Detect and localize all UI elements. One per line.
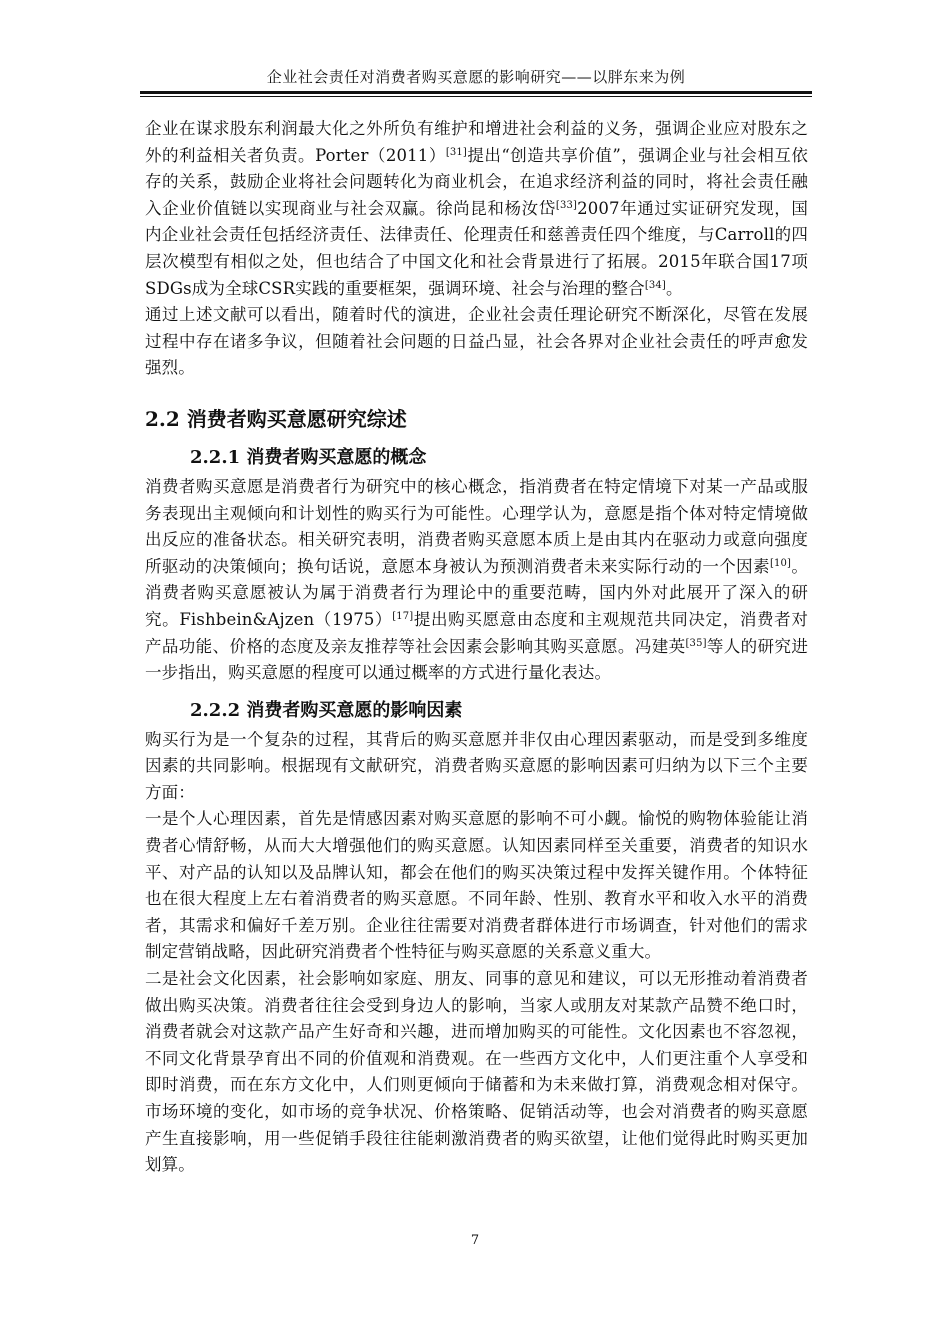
citation-ref: [33] [555,199,578,211]
text-run: 提出购买愿意由态度和主观规范共同决定，消费者对产品功能、价格的态度及亲友推荐等社会因素会影响其购买意愿。冯建英 [145,609,808,656]
intro-paragraph-2: 通过上述文献可以看出，随着时代的演进，企业社会责任理论研究不断深化，尽管在发展过程中存在诸多争议，但随着社会问题的日益凸显，社会各界对企业社会责任的呼声愈发强烈。 [145,305,808,378]
psychological-factors-paragraph: 一是个人心理因素，首先是情感因素对购买意愿的影响不可小觑。愉悦的购物体验能让消费者心情舒畅，从而大大增强他们的购买意愿。认知因素同样至关重要，消费者的知识水平、对产品的认知以及品牌认知，都会在他们的购买决策过程中发挥关键作用。个体特征也在很大程度上左右着消费者的购买意愿。不同年龄、性别、教育水平和收入水平的消费者，其需求和偏好千差万别。企业往往需要对消费者群体进行市场调查，针对他们的需求制定营销战略，因此研究消费者个性特征与购买意愿的关系意义重大。 [145,809,808,962]
text-run: 。 [665,278,683,298]
text-run: 消费者购买意愿是消费者行为研究中的核心概念，指消费者在特定情境下对某一产品或服务表现出主观倾向和计划性的购买行为可能性。心理学认为，意愿是指个体对特定情境做出反应的准备状态。相关研究表明，消费者购买意愿本质上是由其内在驱动力或意向强度所驱动的决策倾向；换句话说，意愿本身被认为预测消费者未来实际行动的一个因素 [145,476,808,576]
subsection-heading-2-2-2: 2.2.2 消费者购买意愿的影响因素 [190,699,463,721]
citation-ref: [34] [644,279,666,291]
text-run: 2007年通过实证研究发现，国内企业社会责任包括经济责任、法律责任、伦理责任和慈善责任四个维度，与Carroll的四层次模型有相似之处，但也结合了中国文化和社会背景进行了拓展。2015年联合国17项SDGs成为全球CSR实践的重要框架，强调环境、社会与治理的整合 [145,198,808,298]
page-body [145,116,808,1179]
intro-paragraph-1 [145,116,808,302]
factors-intro-paragraph: 购买行为是一个复杂的过程，其背后的购买意愿并非仅由心理因素驱动，而是受到多维度因素的共同影响。根据现有文献研究，消费者购买意愿的影响因素可归纳为以下三个主要方面： [145,729,808,802]
citation-ref: [31] [445,146,467,158]
citation-ref: [35] [685,637,707,649]
subsection-heading-2-2-1: 2.2.1 消费者购买意愿的概念 [190,446,427,468]
running-header: 企业社会责任对消费者购买意愿的影响研究——以胖东来为例 [266,68,686,86]
text-run: 等人的研究进一步指出，购买意愿的程度可以通过概率的方式进行量化表达。 [145,636,808,683]
header-rule-thick [140,91,812,94]
citation-ref: [17] [392,610,414,622]
page-number: 7 [470,1233,480,1248]
text-run: 企业在谋求股东利润最大化之外所负有维护和增进社会利益的义务，强调企业应对股东之外的利益相关者负责。Porter（2011） [145,119,808,165]
header-rule-thin [140,96,812,97]
text-run: 提出“创造共享价值”，强调企业与社会相互依存的关系，鼓励企业将社会问题转化为商业机会，在追求经济利益的同时，将社会责任融入企业价值链以实现商业与社会双赢。徐尚昆和杨汝岱 [145,145,808,218]
text-run: 。消费者购买意愿被认为属于消费者行为理论中的重要范畴，国内外对此展开了深入的研究。Fishbein&Ajzen（1975） [145,556,808,629]
concept-paragraph [145,474,808,687]
sociocultural-factors-paragraph: 二是社会文化因素，社会影响如家庭、朋友、同事的意见和建议，可以无形推动着消费者做出购买决策。消费者往往会受到身边人的影响，当家人或朋友对某款产品赞不绝口时，消费者就会对这款产品产生好奇和兴趣，进而增加购买的可能性。文化因素也不容忽视，不同文化背景孕育出不同的价值观和消费观。在一些西方文化中，人们更注重个人享受和即时消费，而在东方文化中，人们则更倾向于储蓄和为未来做打算，消费观念相对保守。市场环境的变化，如市场的竞争状况、价格策略、促销活动等，也会对消费者的购买意愿产生直接影响，用一些促销手段往往能刺激消费者的购买欲望，让他们觉得此时购买更加划算。 [145,969,808,1175]
section-heading-2-2: 2.2 消费者购买意愿研究综述 [145,406,407,431]
citation-ref: [10] [769,557,792,569]
